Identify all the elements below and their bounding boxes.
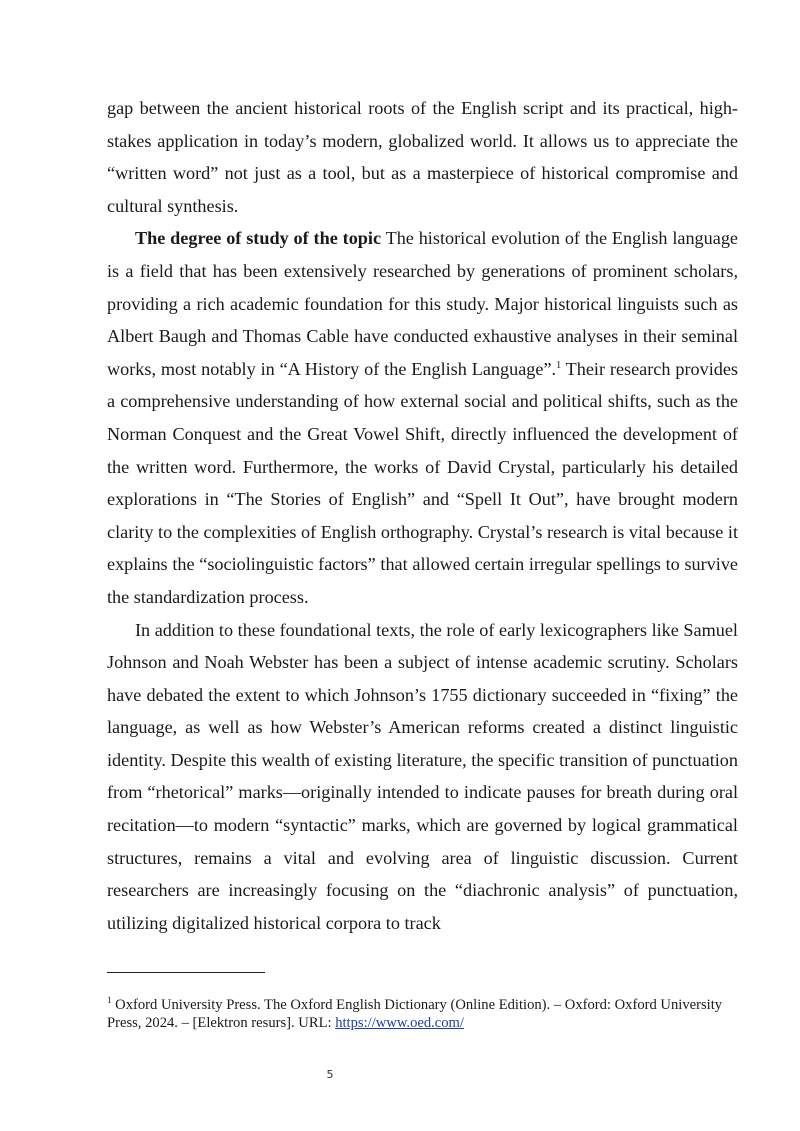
section-heading: The degree of study of the topic [135, 228, 382, 249]
paragraph-2-text-b: Their research provides a comprehensive understanding of how external social and political shifts, such as the Norman Conquest and the Great Vowel Shift, directly influenced the development of the written word. Furthermore, the works of David Crystal, particularly his detailed explorations in “The Stories of English” and “Spell It Out”, have brought modern clarity to the complexities of English orthography. Crystal’s research is vital because it explains the “sociolinguistic factors” that allowed certain irregular spellings to survive the standardization process. [107, 358, 738, 607]
page-number: 5 [326, 1068, 334, 1081]
body-text [107, 92, 738, 939]
footnote [107, 996, 747, 1032]
footnote-text: Oxford University Press. The Oxford English Dictionary (Online Edition). – Oxford: Oxford University Press, 2024. – [Elektron resurs]. URL: [107, 997, 723, 1031]
paragraph-2-text-a: The historical evolution of the English language is a field that has been extensively researched by generations of prominent scholars, providing a rich academic foundation for this study. Major historical linguists such as Albert Baugh and Thomas Cable have conducted exhaustive analyses in their seminal works, most notably in “A History of the English Language”. [107, 228, 738, 379]
paragraph-3: In addition to these foundational texts, the role of early lexicographers like Samuel Johnson and Noah Webster has been a subject of intense academic scrutiny. Scholars have debated the extent to which Johnson’s 1755 dictionary succeeded in “fixing” the language, as well as how Webster’s American reforms created a distinct linguistic identity. Despite this wealth of existing literature, the specific transition of punctuation from “rhetorical” marks—originally intended to indicate pauses for breath during oral recitation—to modern “syntactic” marks, which are governed by logical grammatical structures, remains a vital and evolving area of linguistic discussion. Current researchers are increasingly focusing on the “diachronic analysis” of punctuation, utilizing digitalized historical corpora to track [107, 619, 738, 933]
footnote-divider [107, 972, 265, 973]
paragraph-2 [107, 222, 738, 613]
footnote-reference[interactable]: 1 [556, 359, 562, 371]
footnote-number: 1 [107, 995, 112, 1006]
paragraph-1: gap between the ancient historical roots of the English script and its practical, high-stakes application in today’s modern, globalized world. It allows us to appreciate the “written word” not just as a tool, but as a masterpiece of historical compromise and cultural synthesis. [107, 98, 738, 216]
footnote-link[interactable]: https://www.oed.com/ [335, 1015, 464, 1031]
